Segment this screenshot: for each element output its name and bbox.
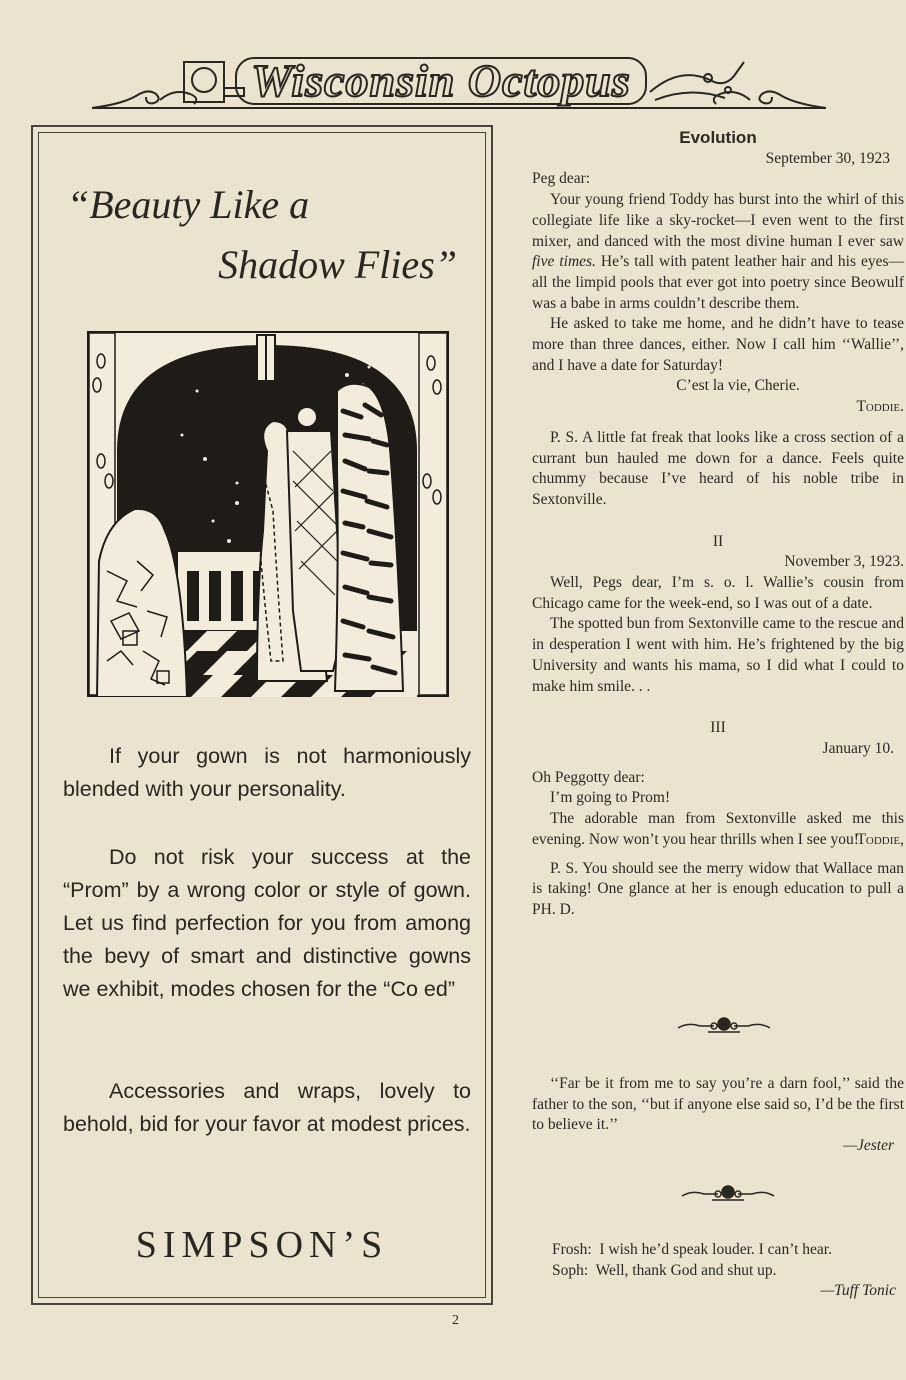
letter3-salutation: Oh Peggotty dear: [532,768,645,786]
letter3-line1: I’m going to Prom! [550,789,671,807]
ad-paragraph-2: Do not risk your success at the “Prom” by a wrong color or style of gown. Let us find perfection for you from among the bevy of smart and distinctive gowns we exhibit, modes chosen for the “Co ed” [63,845,471,1001]
letter2-numeral: II [712,532,724,550]
advertisement-frame [31,125,493,1305]
letter2-paragraph-1: Well, Pegs dear, I’m s. o. l. Wallie’s cousin from Chicago came for the week-end, so I was out of a date. [532,574,904,612]
letter3-date: January 10. [822,739,894,757]
joke1-credit: —Jester [843,1137,894,1155]
letter3-postscript: P. S. You should see the merry widow that Wallace man is taking! One glance at her is enough education to pull a PH. D. [532,859,904,918]
letter1-signature: Toddie. [856,398,904,416]
joke2-speaker2: Soph: [552,1261,589,1279]
page-number: 2 [452,1313,459,1328]
joke2-line2 [552,1261,904,1282]
letter1-date: September 30, 1923 [765,149,890,167]
divider-ornament-2 [680,1182,776,1204]
joke2-line1 [552,1240,904,1261]
advertisement-inner-frame [38,132,486,1298]
ad-brand-name: SIMPSON’S [135,1224,389,1266]
letter3-numeral: III [710,719,726,737]
joke2-speaker1: Frosh: [552,1241,592,1258]
letter3-signature: Toddie, [856,830,904,848]
letter1-salutation: Peg dear: [532,170,591,188]
joke2-text2: Well, thank God and shut up. [595,1261,777,1279]
joke-tuff-tonic [552,1240,904,1302]
article-evolution [532,128,904,921]
letter1-closing: C’est la vie, Cherie. [676,377,800,395]
masthead [0,0,906,115]
letter2-paragraph-2: The spotted bun from Sextonville came to the rescue and in desperation I went with him. He’s frightened by the big University and wants his mama, so I did what I could to make him smile. . . [532,615,904,695]
ad-headline-line2: Shadow Flies” [218,242,457,287]
letter3-paragraph: The adorable man from Sextonville asked me this evening. Now won’t you hear thrills when I see you! [532,810,904,848]
joke-jester [532,1074,904,1157]
ad-illustration [87,331,449,697]
joke2-text1: I wish he’d speak louder. I can’t hear. [599,1241,832,1258]
joke2-credit: —Tuff Tonic [820,1282,896,1300]
letter1-paragraph-2: He asked to take me home, and he didn’t have to tease more than three dances, either. Now I call him ‘‘Wallie’’, and I have a date for Saturday! [532,315,904,374]
divider-ornament-1 [676,1014,772,1036]
ad-headline-line1: “Beauty Like a [67,182,310,227]
article-title: Evolution [679,128,757,147]
letter1-body-emphasis: five times. [532,253,596,271]
letter1-paragraph [532,190,904,314]
ad-paragraph-1: If your gown is not harmoniously blended with your personality. [63,744,471,801]
ad-paragraph-3: Accessories and wraps, lovely to behold, bid for your favor at modest prices. [63,1079,471,1136]
letter1-body-start: Your young friend Toddy has burst into the whirl of this collegiate life like a sky-rocket—I even went to the first mixer, and danced with the most divine human I ever saw [532,191,904,250]
letter1-postscript: P. S. A little fat freak that looks like a cross section of a currant bun hauled me down for a dance. Feels quite chummy because I’ve heard of his noble tribe in Sextonville. [532,428,904,508]
joke1-text: ‘‘Far be it from me to say you’re a darn fool,’’ said the father to the son, ‘‘but if anyone else said so, I’d be the first to believe it.’’ [532,1075,904,1134]
letter1-body-end: He’s tall with patent leather hair and his eyes—all the limpid pools that ever got into poetry since Beowulf was a babe in arms couldn’t describe them. [532,253,904,312]
letter2-date: November 3, 1923. [784,553,904,571]
masthead-title: Wisconsin Octopus [251,55,631,106]
